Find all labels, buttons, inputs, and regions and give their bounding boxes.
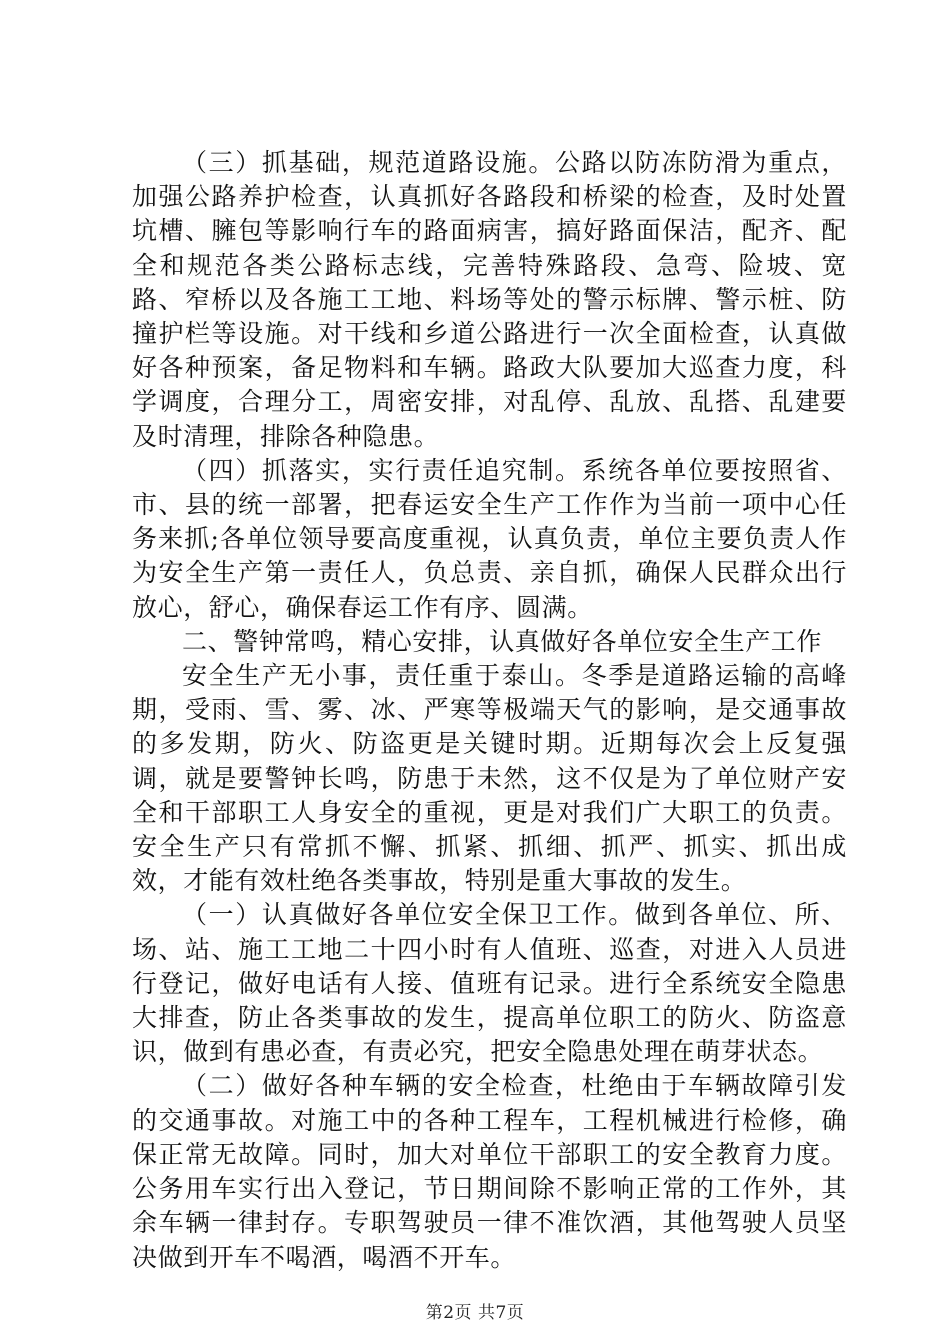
paragraph-accountability: （四）抓落实，实行责任追究制。系统各单位要按照省、市、县的统一部署，把春运安全生产工作作为当前一项中心任务来抓;各单位领导要高度重视，认真负责，单位主要负责人作为安全生产第一责任人，负总责、亲自抓，确保人民群众出行放心，舒心，确保春运工作有序、圆满。 bbox=[132, 455, 847, 622]
paragraph-safety-intro: 安全生产无小事，责任重于泰山。冬季是道路运输的高峰期，受雨、雪、雾、冰、严寒等极端天气的影响，是交通事故的多发期，防火、防盗更是关键时期。近期每次会上反复强调，就是要警钟长鸣，防患于未然，这不仅是为了单位财产安全和干部职工人身安全的重视，更是对我们广大职工的负责。安全生产只有常抓不懈、抓紧、抓细、抓严、抓实、抓出成效，才能有效杜绝各类事故，特别是重大事故的发生。 bbox=[132, 661, 847, 896]
paragraph-security-work: （一）认真做好各单位安全保卫工作。做到各单位、所、场、站、施工工地二十四小时有人值班、巡查，对进入人员进行登记，做好电话有人接、值班有记录。进行全系统安全隐患大排查，防止各类事故的发生，提高单位职工的防火、防盗意识，做到有患必查，有责必究，把安全隐患处理在萌芽状态。 bbox=[132, 900, 847, 1067]
document-body bbox=[132, 146, 847, 1275]
section-heading-safety: 二、警钟常鸣，精心安排，认真做好各单位安全生产工作 bbox=[182, 626, 823, 656]
page-footer: 第2页 共7页 bbox=[425, 1303, 525, 1323]
paragraph-infrastructure: （三）抓基础，规范道路设施。公路以防冻防滑为重点，加强公路养护检查，认真抓好各路段和桥梁的检查，及时处置坑槽、臃包等影响行车的路面病害，搞好路面保洁，配齐、配全和规范各类公路标志线，完善特殊路段、急弯、险坡、宽路、窄桥以及各施工工地、料场等处的警示标牌、警示桩、防撞护栏等设施。对干线和乡道公路进行一次全面检查，认真做好各种预案，备足物料和车辆。路政大队要加大巡查力度，科学调度，合理分工，周密安排，对乱停、乱放、乱搭、乱建要及时清理，排除各种隐患。 bbox=[132, 148, 847, 451]
paragraph-vehicle-inspection: （二）做好各种车辆的安全检查，杜绝由于车辆故障引发的交通事故。对施工中的各种工程车，工程机械进行检修，确保正常无故障。同时，加大对单位干部职工的安全教育力度。公务用车实行出入登记，节日期间除不影响正常的工作外，其余车辆一律封存。专职驾驶员一律不准饮酒，其他驾驶人员坚决做到开车不喝酒，喝酒不开车。 bbox=[132, 1071, 847, 1272]
